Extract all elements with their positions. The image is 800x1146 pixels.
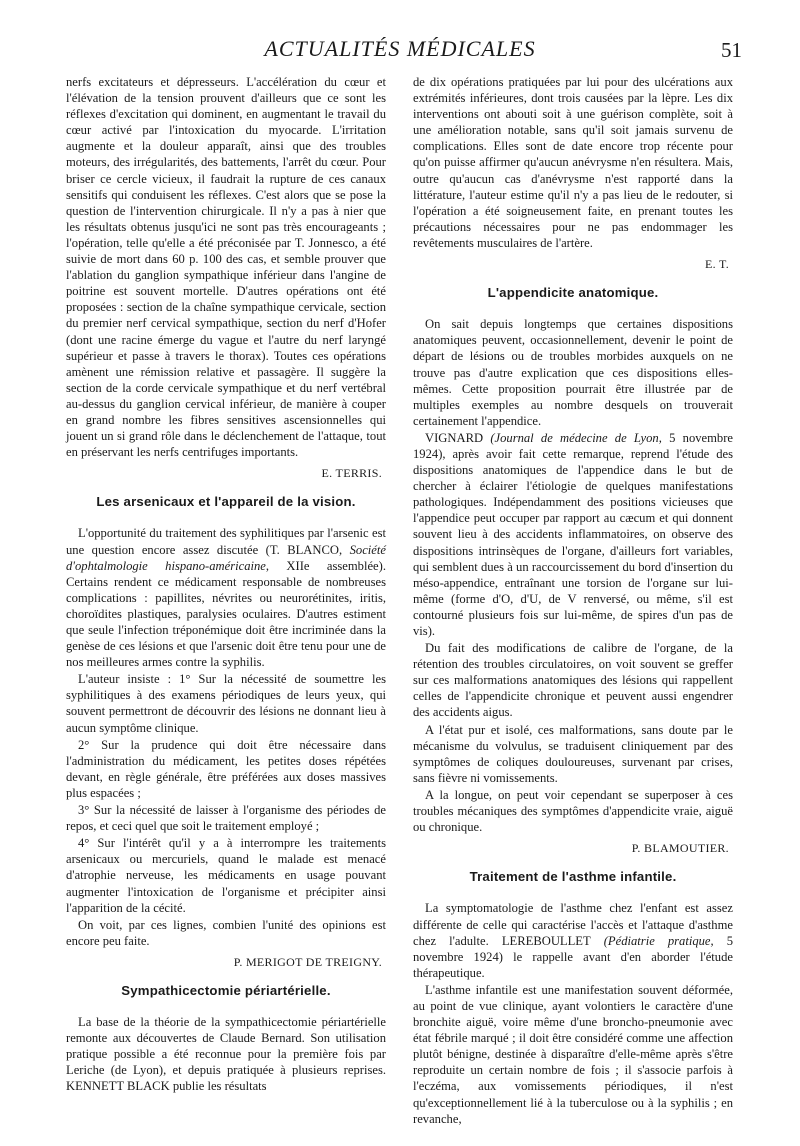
article-paragraph: On voit, par ces lignes, combien l'unité des opinions est encore peu faite. — [66, 917, 386, 948]
signature: P. BLAMOUTIER. — [631, 841, 729, 856]
signature: P. MERIGOT DE TREIGNY. — [233, 954, 382, 969]
article-paragraph — [66, 1014, 386, 1094]
page-number: 51 — [721, 38, 742, 62]
article-paragraph — [413, 900, 733, 980]
article-paragraph: 4° Sur l'intérêt qu'il y a à interrompre les traitements arsenicaux ou mercuriels, quand le malade est menacé d'atrophie nerveuse, les médicaments en usage pouvant augmenter l'intoxication de l'organisme et précipiter ainsi l'apparition de la cécité. — [66, 836, 386, 915]
journal-name: (Pédiatrie pratique, — [603, 933, 714, 948]
paragraph-text: publie les résultats — [169, 1079, 267, 1094]
article-paragraph — [66, 525, 386, 670]
article-paragraph — [413, 430, 733, 639]
article-paragraph: de dix opérations pratiquées par lui pour des ulcérations aux extrémités inférieures, dont trois causées par la lèpre. Les dix interventions ont abouti soit à une guérison complète, soit à une amélioration notable, sans qu'il soit jamais survenu de complications. Elles sont de date encore trop récente pour qu'on puisse affirmer qu'aucun anévrysme n'en résultera. Mais, outre qu'aucun cas d'anévrysme n'est rapporté dans la littérature, l'auteur estime qu'il n'y a pas lieu de le redouter, si l'opération a été soigneusement faite, en prenant toutes les précautions nécessaires pour ne pas endommager les revêtements musculaires de l'artère. — [413, 75, 733, 250]
journal-name: Société d'ophtalmologie hispano-américaine — [66, 542, 386, 573]
article-paragraph: 3° Sur la nécessité de laisser à l'organisme des périodes de repos, et ceci quel que soit le traitement employé ; — [66, 803, 386, 834]
signature: E. T. — [704, 257, 729, 272]
article-title: Sympathicectomie périartérielle. — [121, 982, 331, 998]
article-paragraph: Du fait des modifications de calibre de l'organe, de la rétention des troubles circulatoires, on voit souvent se greffer sur ces malformations anatomiques des lésions qui rappellent celles de l'appendicite chronique et peuvent aussi engendrer des accidents aigus. — [413, 641, 733, 720]
article-paragraph: 2° Sur la prudence qui doit être nécessaire dans l'administration du médicament, les petites doses répétées devant, en règle générale, être préférées aux doses massives plus espacées ; — [66, 737, 386, 800]
article-title: Traitement de l'asthme infantile. — [469, 869, 677, 885]
separator: , — [339, 542, 350, 557]
author-name: VIGNARD — [425, 430, 484, 445]
paragraph-text: La base de la théorie de la sympathicectomie périartérielle remonte aux découvertes de Claude Bernard. Son utilisation pratique possible a été reconnue pour la première fois par Leriche (de Lyon), et depuis pratiquée à plusieurs reprises. — [66, 1015, 386, 1078]
author-name: T. BLANCO — [269, 542, 339, 557]
paragraph-text: 5 novembre 1924) le rappelle avant d'en aborder l'étude thérapeutique. — [413, 933, 733, 980]
journal-name: (Journal de médecine de Lyon, — [490, 430, 662, 445]
paragraph-text: La symptomatologie de l'asthme chez l'enfant est assez différente de celle qui caractérise l'accès et l'attaque d'asthme chez l'adulte. — [413, 901, 733, 948]
article-paragraph: On sait depuis longtemps que certaines dispositions anatomiques peuvent, occasionnellement, devenir le point de départ de lésions ou de troubles morbides auxquels on ne trouve pas d'autre explication que ces dispositions elles-mêmes. Cette proposition pourrait être illustrée par de multiples exemples au nombre desquels on trouverait certainement l'appendice. — [413, 317, 733, 428]
author-name: LEREBOULLET — [501, 933, 591, 948]
running-title: ACTUALITÉS MÉDICALES — [264, 36, 536, 61]
paragraph-text: L'opportunité du traitement des syphilitiques par l'arsenic est une question encore assez discutée ( — [66, 526, 386, 557]
article-paragraph: A l'état pur et isolé, ces malformations, sans doute par le mécanisme du volvulus, se traduisent cliniquement par des symptômes de coliques douloureuses, survenant par crises, sans fièvre ni vomissements. — [413, 722, 733, 785]
article-title: L'appendicite anatomique. — [487, 285, 659, 301]
article-paragraph: A la longue, on peut voir cependant se superposer à ces troubles mécaniques des symptômes d'appendicite vraie, aiguë ou chronique. — [413, 787, 733, 835]
signature: E. TERRIS. — [321, 466, 382, 481]
author-name: KENNETT BLACK — [66, 1079, 170, 1094]
article-paragraph: L'auteur insiste : 1° Sur la nécessité de soumettre les syphilitiques à des examens périodiques de leurs yeux, qui souvent permettront de découvrir des lésions ne donnant lieu à aucun symptôme clinique. — [66, 672, 386, 735]
article-paragraph: nerfs excitateurs et dépresseurs. L'accélération du cœur et l'élévation de la tension prouvent d'ailleurs que ce sont les réflexes d'excitation qui dominent, en augmentant le travail du cœur activé par l'intoxication du myocarde. L'irritation augmente et la douleur apparaît, ainsi que des troubles moteurs, des irrégularités, des battements, l'arrêt du cœur. Pour briser ce cercle vicieux, il faudrait la rupture de ces canaux sensitifs qui conduisent les réflexes. C'est alors que se pose la question de l'intervention chirurgicale. Il n'y a pas à nier que les résultats obtenus jusqu'ici ne sont pas très encourageants ; l'opération, telle qu'elle a été préconisée par T. Jonnesco, a été suivie de mort dans 60 p. 100 des cas, et semble prouver que l'ablation du ganglion sympathique inférieur dans l'angine de poitrine est souvent mortelle. D'autres opérations ont été proposées : section de la chaîne sympathique cervicale, section du premier nerf cervical sympathique, section du nerf d'Hofer (dont une racine émerge du vague et l'autre du nerf laryngé supérieur et passe à travers le thorax). Toutes ces opérations amènent une rémission relative et passagère. Il suggère la section de la corde cervicale sympathique et du nerf vertébral au-dessus du ganglion cervical inférieur, de manière à couper en grand nombre les fibres sensitives ascensionnelles qui jouent un si grand rôle dans le déclenchement de l'attaque, tout en préservant les nerfs centrifuges importants. — [66, 75, 386, 460]
article-title: Les arsenicaux et l'appareil de la vision. — [96, 494, 356, 510]
left-column — [66, 74, 386, 1096]
paragraph-text: , XIIe assemblée). Certains rendent ce médicament responsable de nombreuses complications : papillites, névrites ou neurorétinites, iritis, choroïdites plastiques, paralysies oculaires. D'autres estiment que seule l'infection tréponémique doit être incriminée dans la genèse de ces lésions et que l'arsenic doit être tenu pour une de nos meilleures armes contre la syphilis. — [66, 558, 386, 670]
article-paragraph: L'asthme infantile est une manifestation souvent déformée, au point de vue clinique, ayant volontiers le caractère d'une bronchite aiguë, voire même d'une broncho-pneumonie avec état fébrile marqué ; il doit être considéré comme une affection plutôt bénigne, destinée à disparaître d'elle-même après s'être reproduite un certain nombre de fois ; il s'associe parfois à l'eczéma, aux vomissements périodiques, il n'est qu'exceptionnellement lié à la tuberculose ou à la syphilis ; en revanche, — [413, 982, 733, 1126]
right-column — [413, 74, 733, 1128]
paragraph-text: 5 novembre 1924), après avoir fait cette remarque, reprend l'étude des dispositions anatomiques de l'appendice dans le but de chercher à éclairer l'étiologie de quelques manifestations pathologiques. Indépendamment des positions vicieuses que l'appendice peut occuper par rapport au cæcum et qui donnent souvent lieu à des accidents inflammatoires, on observe des dispositions intrinsèques de l'organe, d'ailleurs fort variables, qui semblent dues à un raccourcissement du bord d'insertion du méso-appendice, entraînant une torsion de l'organe sur lui-même (forme d'O, d'U, de V renversé, ou même, s'il est contourné plusieurs fois sur lui-même, de spires d'un pas de vis). — [413, 430, 734, 638]
